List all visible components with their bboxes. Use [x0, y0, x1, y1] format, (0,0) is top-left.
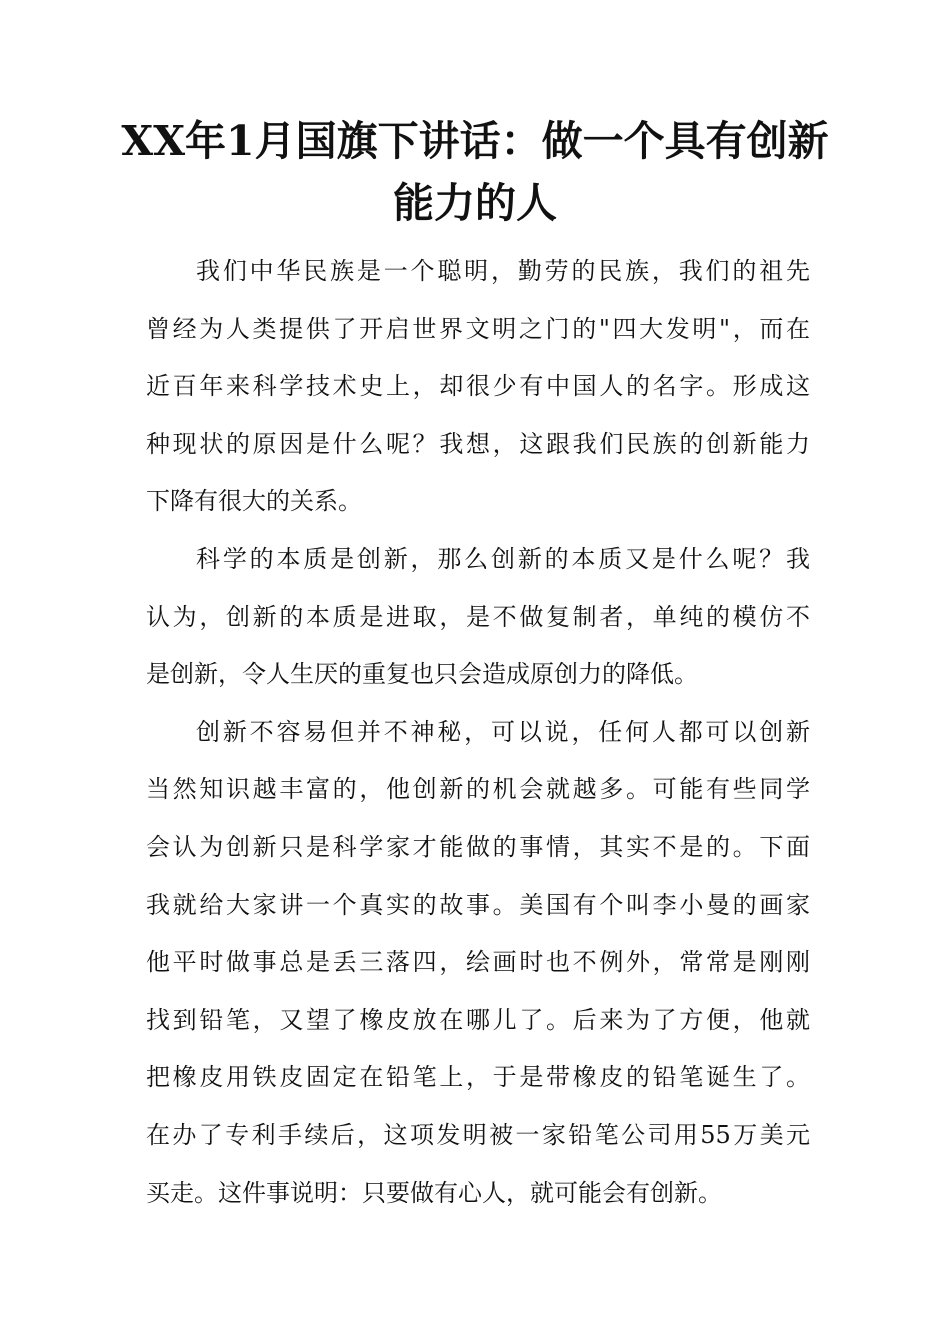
- document-title: [100, 110, 850, 234]
- title-line-1: XX年1月国旗下讲话：做一个具有创新: [121, 117, 829, 165]
- text-line: 在办了专利手续后，这项发明被一家铅笔公司用55万美元: [146, 1120, 810, 1149]
- title-line-2: 能力的人: [393, 179, 557, 227]
- document-body: [146, 243, 810, 1222]
- text-line: 当然知识越丰富的，他创新的机会就越多。可能有些同学: [146, 775, 810, 804]
- text-line: 种现状的原因是什么呢？我想，这跟我们民族的创新能力: [146, 429, 810, 458]
- text-line: 创新不容易但并不神秘，可以说，任何人都可以创新: [196, 717, 810, 746]
- paragraph-3: [146, 704, 810, 1222]
- text-line: 找到铅笔，又望了橡皮放在哪儿了。后来为了方便，他就: [146, 1005, 810, 1034]
- text-line: 曾经为人类提供了开启世界文明之门的"四大发明"，而在: [146, 314, 810, 343]
- text-line: 近百年来科学技术史上，却很少有中国人的名字。形成这: [146, 372, 810, 401]
- text-line: 他平时做事总是丢三落四，绘画时也不例外，常常是刚刚: [146, 948, 810, 977]
- text-line: 我就给大家讲一个真实的故事。美国有个叫李小曼的画家: [146, 890, 810, 919]
- text-line: 认为，创新的本质是进取，是不做复制者，单纯的模仿不: [146, 602, 810, 631]
- text-line: 把橡皮用铁皮固定在铅笔上，于是带橡皮的铅笔诞生了。: [146, 1063, 810, 1092]
- text-line: 科学的本质是创新，那么创新的本质又是什么呢？我: [196, 544, 810, 573]
- paragraph-2: [146, 531, 810, 704]
- text-line: 会认为创新只是科学家才能做的事情，其实不是的。下面: [146, 832, 810, 861]
- text-line: 下降有很大的关系。: [146, 487, 362, 516]
- text-line: 是创新，令人生厌的重复也只会造成原创力的降低。: [146, 660, 698, 689]
- text-line: 我们中华民族是一个聪明，勤劳的民族，我们的祖先: [196, 257, 810, 285]
- text-line: 买走。这件事说明：只要做有心人，就可能会有创新。: [146, 1178, 722, 1207]
- paragraph-1: [146, 243, 810, 531]
